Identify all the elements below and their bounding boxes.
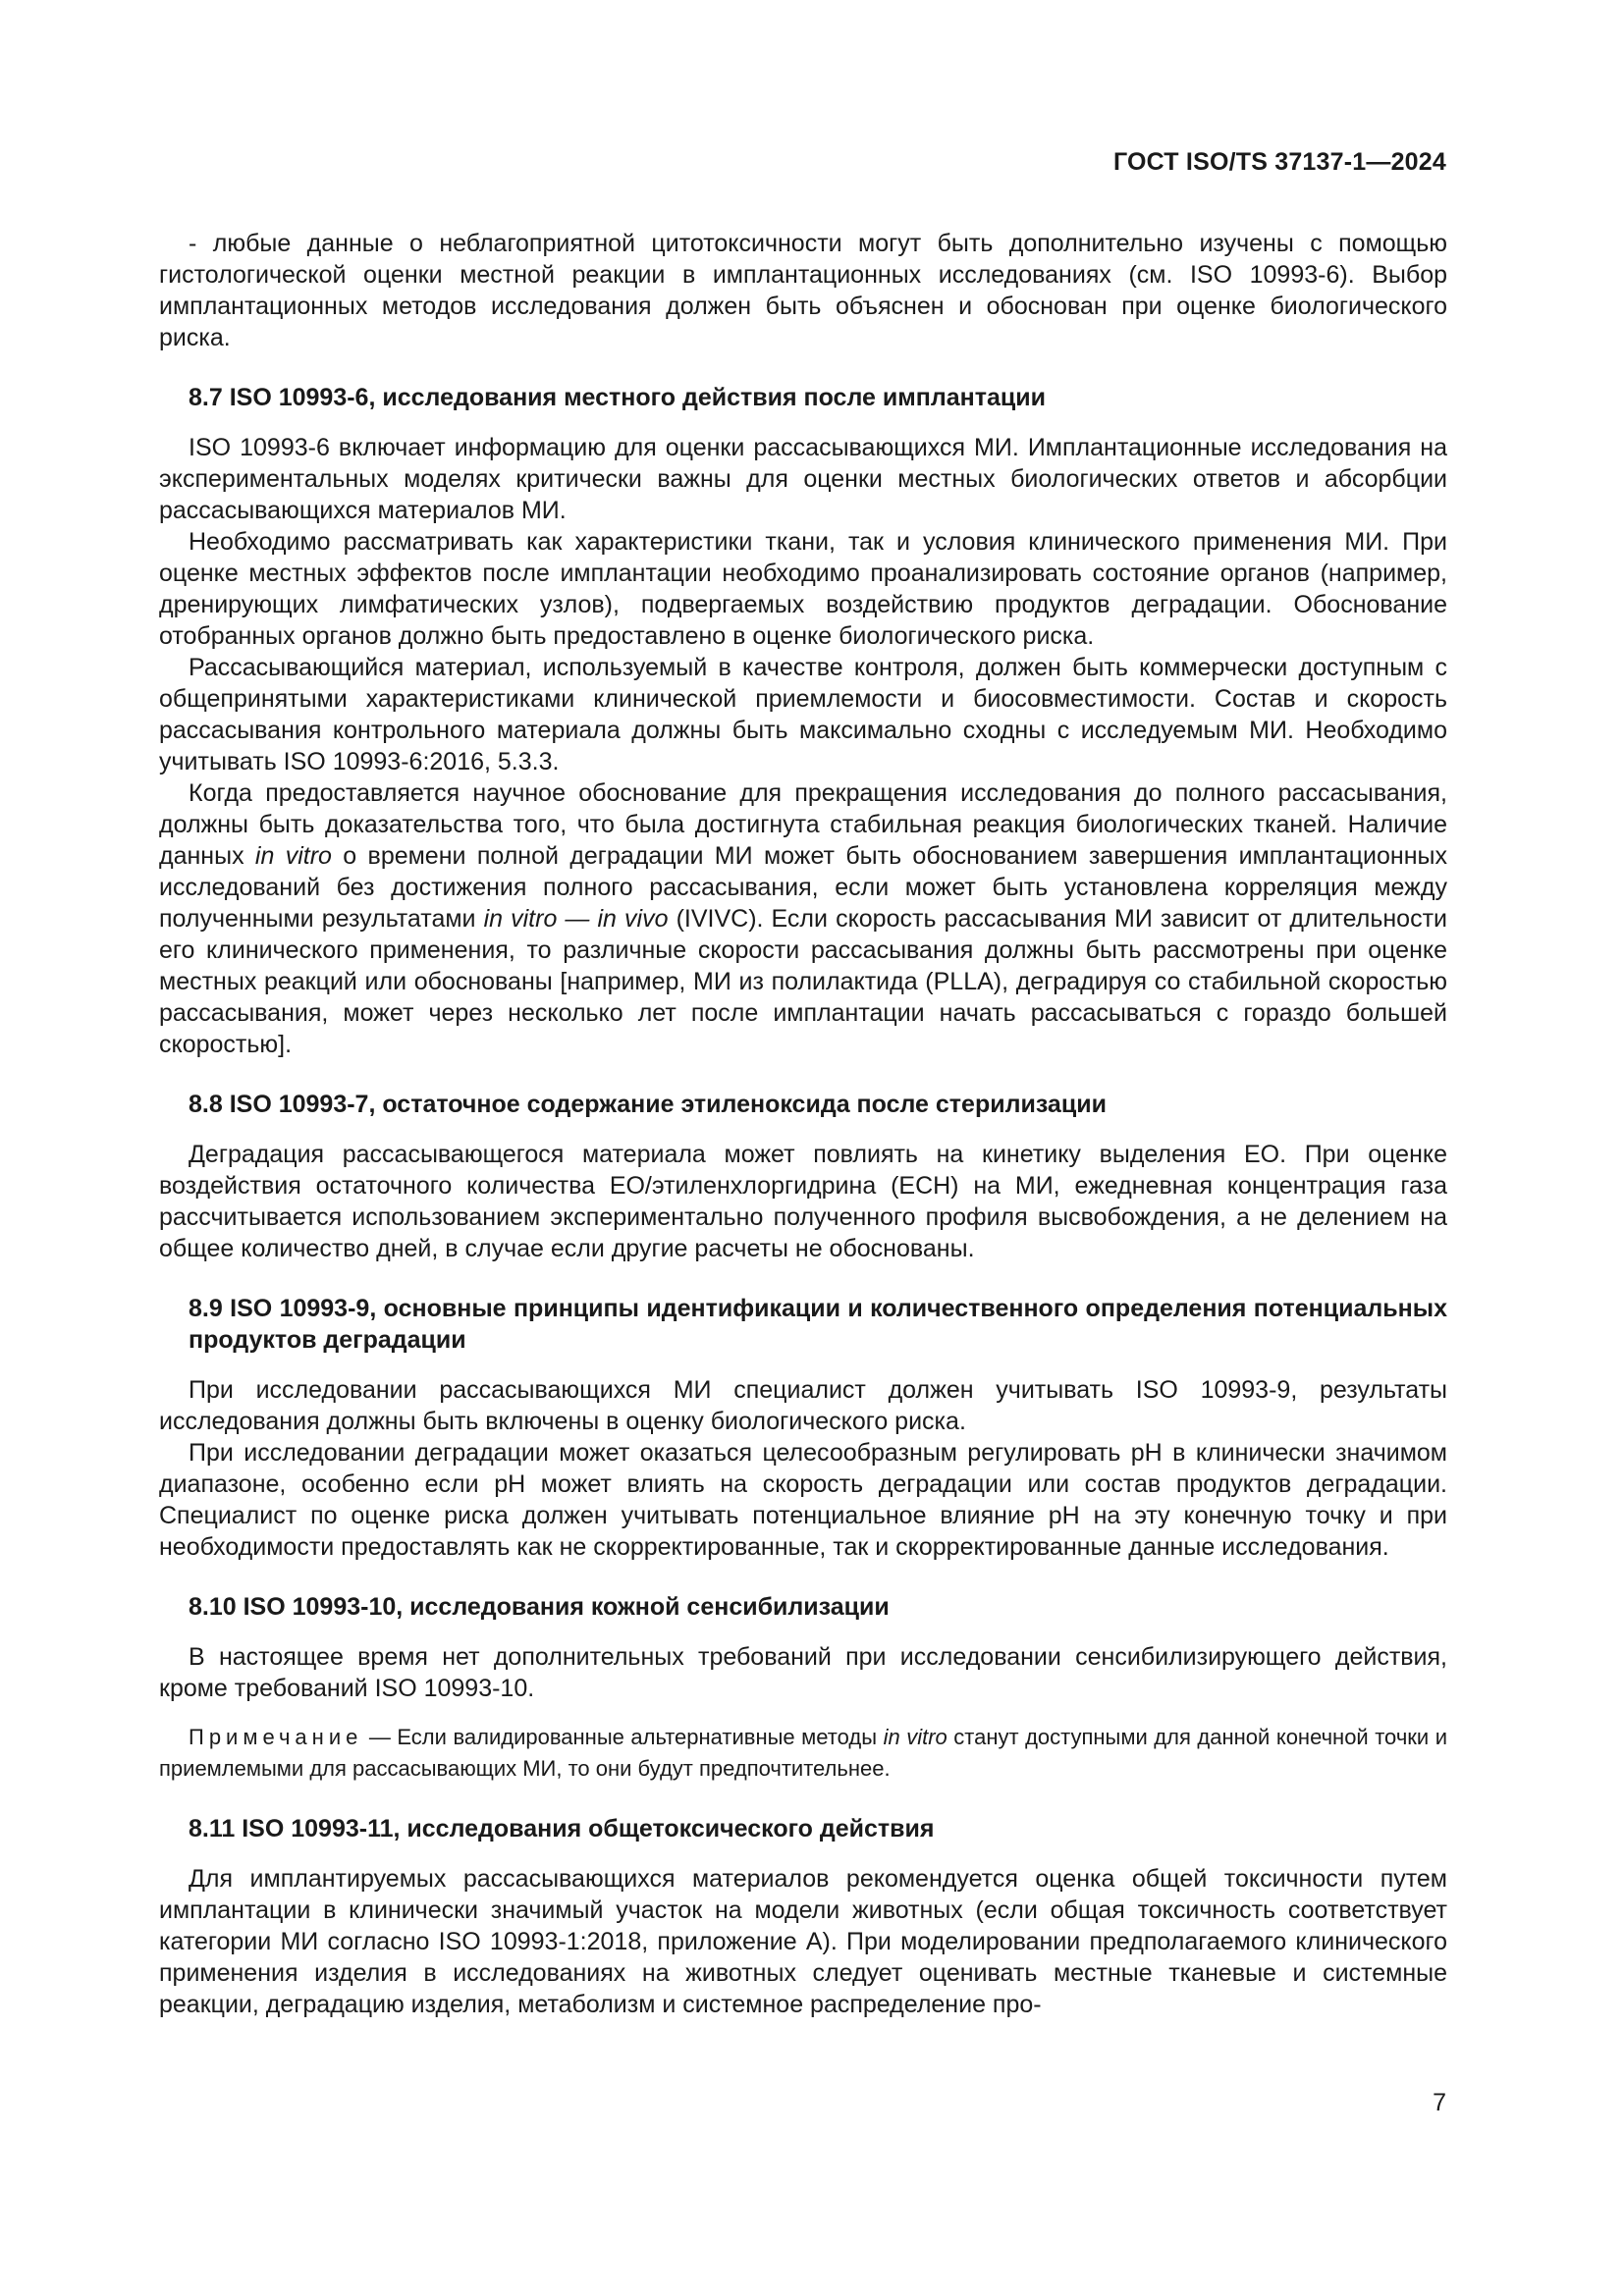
section-heading: 8.10 ISO 10993-10, исследования кожной сенсибилизации [189,1593,890,1621]
section-heading: 8.11 ISO 10993-11, исследования общетоксического действия [189,1815,935,1842]
paragraph: Для имплантируемых рассасывающихся материалов рекомендуется оценка общей токсичности путем имплантации в клинически значимый участок на модели животных (если общая токсичность соответствует категории МИ согласно ISO 10993-1:2018, приложение А). При моделировании предполагаемого клинического применения изделия в исследованиях на животных следует оценивать местные тканевые и системные реакции, деградацию изделия, метаболизм и системное распределение про- [159,1865,1447,2018]
section-heading: 8.7 ISO 10993-6, исследования местного действия после имплантации [189,384,1046,411]
paragraph: В настоящее время нет дополнительных требований при исследовании сенсибилизирующего действия, кроме требований ISO 10993-10. [159,1643,1447,1702]
note-label: Примечание [189,1725,363,1749]
paragraph: ISO 10993-6 включает информацию для оценки рассасывающихся МИ. Имплантационные исследования на экспериментальных моделях критически важны для оценки местных биологических ответов и абсорбции рассасывающихся материалов МИ. [159,434,1447,524]
note: Примечание — Если валидированные альтернативные методы in vitro станут доступными для данной конечной точки и приемлемыми для рассасывающих МИ, то они будут предпочтительнее. [159,1725,1447,1781]
paragraph: Когда предоставляется научное обоснование для прекращения исследования до полного рассасывания, должны быть доказательства того, что была достигнута стабильная реакция биологических тканей. Наличие данных in vitro о времени полной деградации МИ может быть обоснованием завершения имплантационных исследований без достижения полного рассасывания, если может быть установлена корреляция между полученными результатами in vitro — in vivo (IVIVC). Если скорость рассасывания МИ зависит от длительности его клинического применения, то различные скорости рассасывания должны быть рассмотрены при оценке местных реакций или обоснованы [например, МИ из полилактида (PLLA), деградируя со стабильной скоростью рассасывания, может через несколько лет после имплантации начать рассасываться с гораздо большей скоростью]. [159,779,1447,1058]
section-heading: 8.9 ISO 10993-9, основные принципы идентификации и количественного определения потенциальных продуктов деградации [189,1295,1447,1354]
document-body [159,228,1447,2020]
italic-term: in vitro [883,1725,947,1749]
paragraph: При исследовании деградации может оказаться целесообразным регулировать pH в клинически значимом диапазоне, особенно если pH может влиять на скорость деградации или состав продуктов деградации. Специалист по оценке риска должен учитывать потенциальное влияние pH на эту конечную точку и при необходимости предоставлять как не скорректированные, так и скорректированные данные исследования. [159,1439,1447,1561]
section-heading: 8.8 ISO 10993-7, остаточное содержание этиленоксида после стерилизации [189,1091,1107,1118]
paragraph: При исследовании рассасывающихся МИ специалист должен учитывать ISO 10993-9, результаты исследования должны быть включены в оценку биологического риска. [159,1376,1447,1435]
paragraph: Рассасывающийся материал, используемый в качестве контроля, должен быть коммерчески доступным с общепринятыми характеристиками клинической приемлемости и биосовместимости. Состав и скорость рассасывания контрольного материала должны быть максимально сходны с исследуемым МИ. Необходимо учитывать ISO 10993-6:2016, 5.3.3. [159,654,1447,775]
page-number: 7 [1433,2089,1446,2116]
paragraph: Деградация рассасывающегося материала может повлиять на кинетику выделения ЕО. При оценке воздействия остаточного количества ЕО/этиленхлоргидрина (ЕСН) на МИ, ежедневная концентрация газа рассчитывается использованием экспериментально полученного профиля высвобождения, а не делением на общее количество дней, в случае если другие расчеты не обоснованы. [159,1141,1447,1262]
paragraph: - любые данные о неблагоприятной цитотоксичности могут быть дополнительно изучены с помощью гистологической оценки местной реакции в имплантационных исследованиях (см. ISO 10993-6). Выбор имплантационных методов исследования должен быть объяснен и обоснован при оценке биологического риска. [159,230,1447,351]
italic-term: in vitro — in vivo [483,905,669,933]
document-header: ГОСТ ISO/TS 37137-1—2024 [1112,148,1446,176]
italic-term: in vitro [254,842,332,870]
paragraph: Необходимо рассматривать как характеристики ткани, так и условия клинического применения МИ. При оценке местных эффектов после имплантации необходимо проанализировать состояние органов (например, дренирующих лимфатических узлов), подвергаемых воздействию продуктов деградации. Обоснование отобранных органов должно быть предоставлено в оценке биологического риска. [159,528,1447,650]
